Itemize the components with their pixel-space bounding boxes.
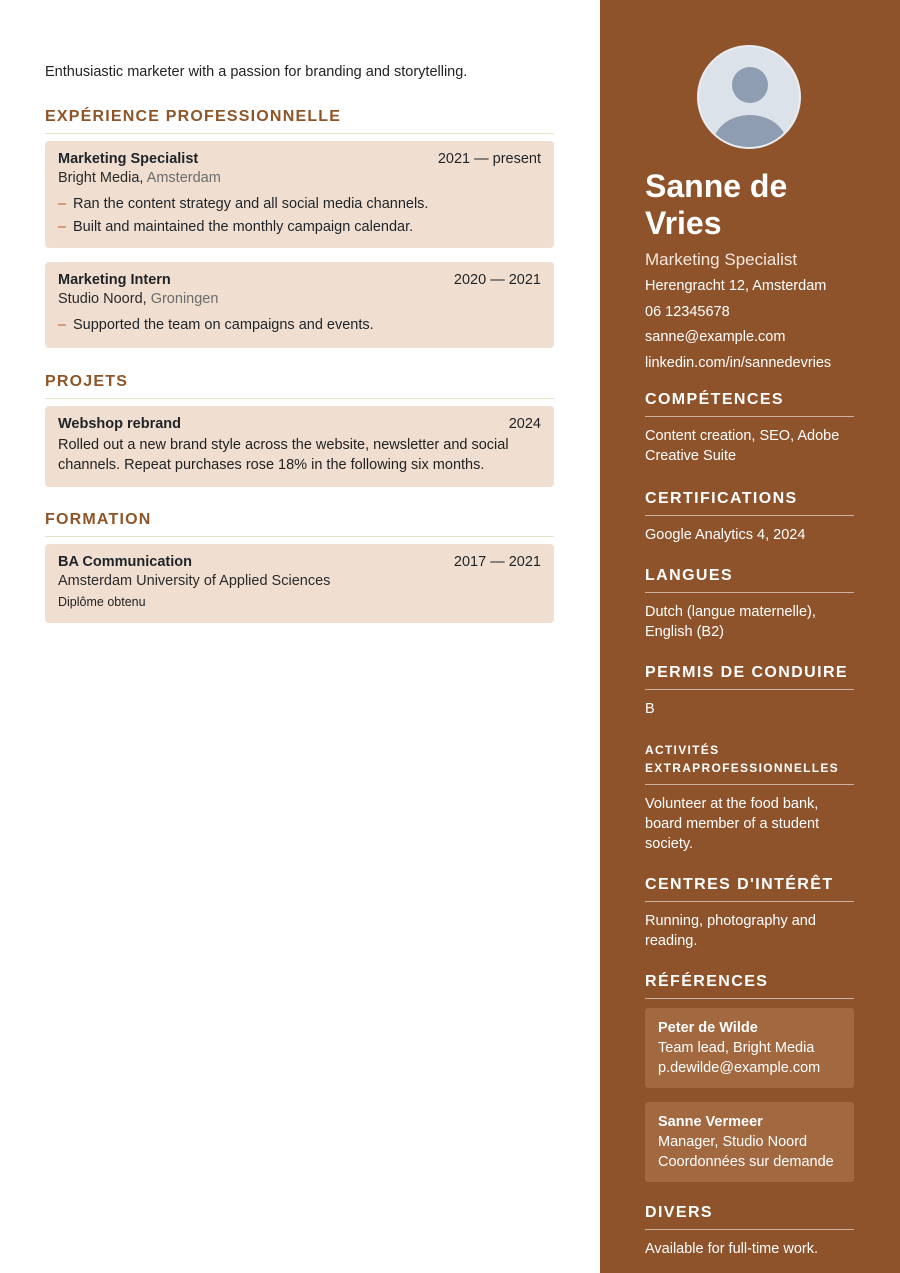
skills-text: Content creation, SEO, Adobe Creative Suite xyxy=(645,428,840,464)
profile-summary: Enthusiastic marketer with a passion for branding and storytelling. xyxy=(45,64,468,80)
candidate-name: Sanne de Vries xyxy=(645,168,788,241)
employer-city: Groningen xyxy=(150,291,219,307)
employer-name: Bright Media, xyxy=(58,170,144,186)
reference-contact: Coordonnées sur demande xyxy=(658,1154,834,1170)
license-text: B xyxy=(645,701,655,717)
interests-title: CENTRES D'INTÉRÊT xyxy=(645,876,854,902)
misc-title: DIVERS xyxy=(645,1204,854,1230)
education-title: FORMATION xyxy=(45,511,554,537)
projects-title: PROJETS xyxy=(45,373,554,399)
skills-section xyxy=(645,391,854,466)
experience-section xyxy=(45,108,554,362)
project-name: Webshop rebrand xyxy=(58,416,181,432)
school-name: Amsterdam University of Applied Sciences xyxy=(58,573,331,589)
bullet-text: Supported the team on campaigns and events. xyxy=(73,317,374,333)
interests-text: Running, photography and reading. xyxy=(645,913,816,949)
employer-name: Studio Noord, xyxy=(58,291,147,307)
job-dates: 2020 — 2021 xyxy=(453,272,541,288)
languages-text: Dutch (langue maternelle), English (B2) xyxy=(645,604,816,640)
dash-bullet-icon: – xyxy=(58,219,67,235)
sidebar-content xyxy=(645,168,854,1259)
contact-linkedin: linkedin.com/in/sannedevries xyxy=(645,354,832,371)
sidebar xyxy=(600,0,900,1273)
list-item xyxy=(58,193,541,216)
languages-section xyxy=(645,567,854,642)
reference-card xyxy=(645,1008,854,1088)
list-item xyxy=(58,314,541,337)
degree-name: BA Communication xyxy=(58,554,192,570)
certifications-text: Google Analytics 4, 2024 xyxy=(645,527,806,543)
experience-card xyxy=(45,141,554,248)
contact-phone: 06 12345678 xyxy=(645,303,730,320)
list-item xyxy=(58,216,541,239)
references-title: RÉFÉRENCES xyxy=(645,973,854,999)
reference-contact: p.dewilde@example.com xyxy=(658,1060,821,1076)
bullet-text: Built and maintained the monthly campaign calendar. xyxy=(73,219,414,235)
job-title: Marketing Intern xyxy=(58,272,171,288)
activities-section xyxy=(645,741,854,854)
reference-position: Manager, Studio Noord xyxy=(658,1134,808,1150)
reference-card xyxy=(645,1102,854,1182)
job-employer xyxy=(58,291,541,307)
education-dates: 2017 — 2021 xyxy=(453,554,541,570)
bullet-text: Ran the content strategy and all social media channels. xyxy=(73,196,429,212)
job-employer xyxy=(58,170,541,186)
candidate-role: Marketing Specialist xyxy=(645,250,798,269)
reference-name: Sanne Vermeer xyxy=(658,1114,763,1130)
contact-address: Herengracht 12, Amsterdam xyxy=(645,278,827,294)
project-year: 2024 xyxy=(508,416,541,432)
education-card xyxy=(45,544,554,623)
references-section xyxy=(645,973,854,1182)
activities-title: ACTIVITÉS EXTRAPROFESSIONNELLES xyxy=(645,741,854,785)
interests-section xyxy=(645,876,854,951)
person-avatar-icon xyxy=(697,45,801,149)
license-section xyxy=(645,664,854,719)
project-card xyxy=(45,406,554,487)
job-bullets xyxy=(58,314,541,337)
contact-email: sanne@example.com xyxy=(645,329,786,345)
job-dates: 2021 — present xyxy=(437,151,541,167)
job-title: Marketing Specialist xyxy=(58,151,199,167)
misc-text: Available for full-time work. xyxy=(645,1241,818,1257)
skills-title: COMPÉTENCES xyxy=(645,391,854,417)
projects-section xyxy=(45,373,554,501)
job-bullets xyxy=(58,193,541,239)
reference-name: Peter de Wilde xyxy=(658,1020,758,1036)
languages-title: LANGUES xyxy=(645,567,854,593)
degree-status: Diplôme obtenu xyxy=(58,595,146,609)
certifications-title: CERTIFICATIONS xyxy=(645,490,854,516)
license-title: PERMIS DE CONDUIRE xyxy=(645,664,854,690)
dash-bullet-icon: – xyxy=(58,196,67,212)
experience-card xyxy=(45,262,554,348)
misc-section xyxy=(645,1204,854,1259)
activities-text: Volunteer at the food bank, board member of a student society. xyxy=(645,796,820,852)
reference-position: Team lead, Bright Media xyxy=(658,1040,815,1056)
contact-block xyxy=(645,274,854,376)
education-section xyxy=(45,511,554,637)
experience-title: EXPÉRIENCE PROFESSIONNELLE xyxy=(45,108,554,134)
employer-city: Amsterdam xyxy=(146,170,221,186)
project-description: Rolled out a new brand style across the website, newsletter and social channels. Repeat purchases rose 18% in the following six months. xyxy=(58,437,509,473)
dash-bullet-icon: – xyxy=(58,317,67,333)
certifications-section xyxy=(645,490,854,545)
